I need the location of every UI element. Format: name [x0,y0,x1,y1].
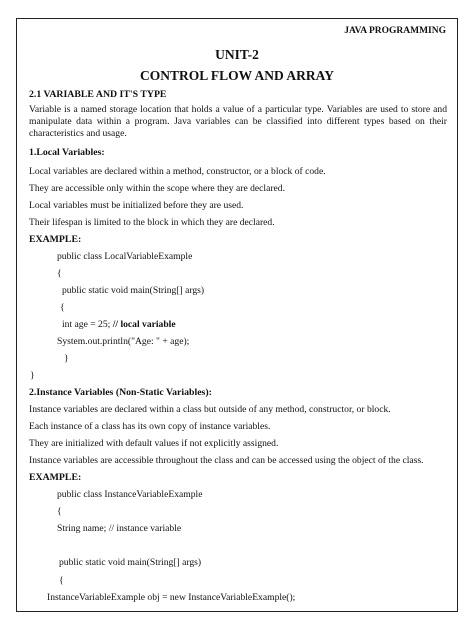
local-code-class: public class LocalVariableExample [57,251,193,262]
local-point-4: Their lifespan is limited to the block in which they are declared. [29,217,275,228]
chapter-title: CONTROL FLOW AND ARRAY [140,68,334,83]
local-code-main: public static void main(String[] args) [62,285,205,296]
local-code-age-comment: // local variable [112,319,176,330]
instance-code-object: InstanceVariableExample obj = new InstanceVariableExample(); [47,592,296,603]
local-code-println: System.out.println("Age: " + age); [57,336,190,347]
local-point-2: They are accessible only within the scope where they are declared. [29,183,285,194]
local-code-open-brace-2: { [60,302,65,313]
running-header: JAVA PROGRAMMING [344,26,446,36]
local-example-label: EXAMPLE: [29,234,82,245]
local-variables-heading: 1.Local Variables: [29,147,105,158]
instance-point-1: Instance variables are declared within a class but outside of any method, constructor, or block. [29,404,391,415]
local-code-age: int age = 25; [62,319,113,330]
intro-paragraph: Variable is a named storage location that holds a value of a particular type. Variables are used to store and manipulate data within a program. Java variables can be classified into different types based on their characteristics and usage. [29,104,447,140]
section-heading: 2.1 VARIABLE AND IT'S TYPE [29,89,167,100]
instance-code-field: String name; // instance variable [57,523,182,534]
instance-point-2: Each instance of a class has its own copy of instance variables. [29,421,271,432]
local-point-3: Local variables must be initialized before they are used. [29,200,244,211]
instance-code-open-brace: { [57,506,62,517]
local-point-1: Local variables are declared within a method, constructor, or a block of code. [29,166,326,177]
instance-example-label: EXAMPLE: [29,472,82,483]
local-code-age-line [62,319,176,330]
instance-point-4: Instance variables are accessible throughout the class and can be accessed using the object of the class. [29,455,424,466]
local-code-close-brace-2: } [64,353,69,364]
instance-code-main: public static void main(String[] args) [59,557,202,568]
instance-variables-heading: 2.Instance Variables (Non-Static Variables): [29,387,212,398]
instance-point-3: They are initialized with default values if not explicitly assigned. [29,438,279,449]
unit-heading: UNIT-2 [215,47,259,62]
instance-code-class: public class InstanceVariableExample [57,489,203,500]
instance-code-open-brace-2: { [59,575,64,586]
local-code-open-brace: { [57,268,62,279]
local-code-close-brace: } [30,370,35,381]
